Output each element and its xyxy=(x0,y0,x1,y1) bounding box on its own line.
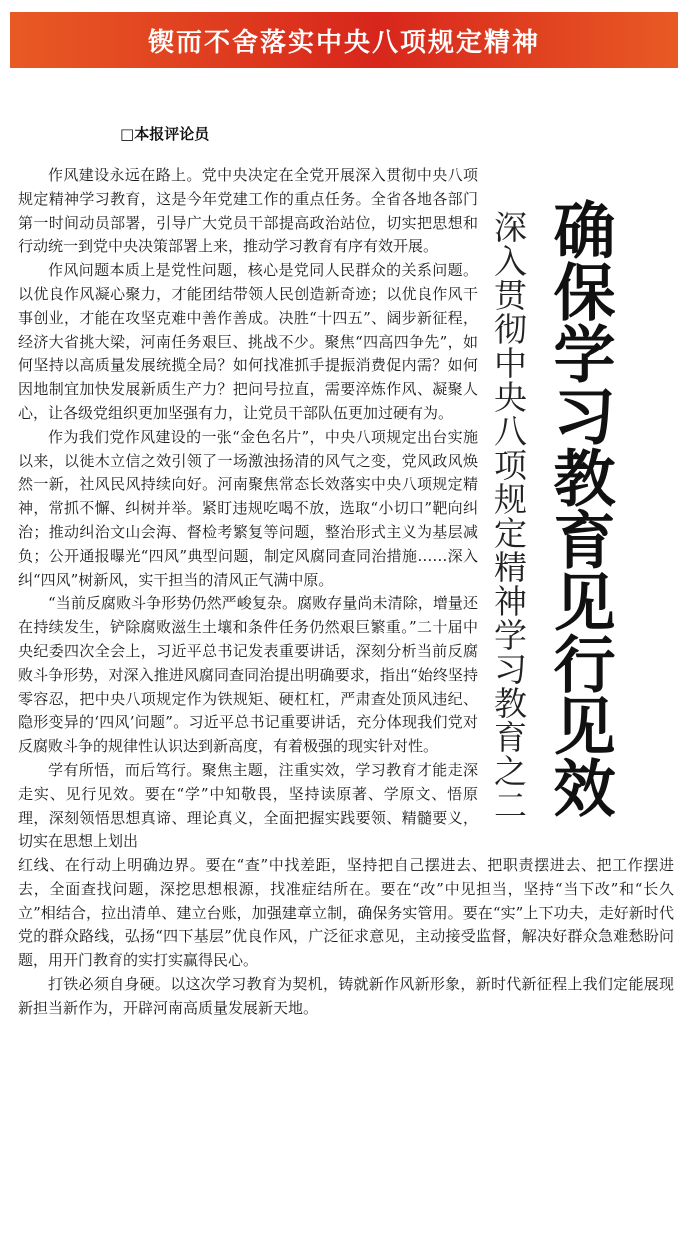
column-banner xyxy=(10,12,678,68)
byline xyxy=(120,123,209,144)
article-paragraph-5-continued: 红线、在行动上明确边界。要在“查”中找差距，坚持把自己摆进去、把职责摆进去、把工作摆进去，全面查找问题，深挖思想根源，找准症结所在。要在“改”中见担当，坚持“当下改”和“长久立”相结合，拉出清单、建立台账，加强建章立制，确保务实管用。要在“实”上下功夫，走好新时代党的群众路线，弘扬“四下基层”优良作风，广泛征求意见，主动接受监督，解决好群众急难愁盼问题，用开门教育的实打实赢得民心。 xyxy=(18,856,674,970)
article-paragraph-4: “当前反腐败斗争形势仍然严峻复杂。腐败存量尚未清除，增量还在持续发生，铲除腐败滋生土壤和条件任务仍然艰巨繁重。”二十届中央纪委四次全会上，习近平总书记发表重要讲话，深刻分析当前反腐败斗争形势，对深入推进风腐同查同治提出明确要求，指出“始终坚持零容忍，把中央八项规定作为铁规矩、硬杠杠，严肃查处顶风违纪、隐形变异的‘四风’问题”。习近平总书记重要讲话，充分体现我们党对反腐败斗争的规律性认识达到新高度，有着极强的现实针对性。 xyxy=(18,594,478,756)
headline-subtitle: 深入贯彻中央八项规定精神学习教育之二 xyxy=(489,210,528,822)
byline-mark: □ xyxy=(120,125,135,143)
article-paragraph-5: 学有所悟，而后笃行。聚焦主题，注重实效，学习教育才能走深走实、见行见效。要在“学”中知敬畏，坚持读原著、学原文、悟原理，深刻领悟思想真谛、理论真义，全面把握实践要领、精髓要义，切实在思想上划出 xyxy=(18,760,478,851)
article-column-full xyxy=(18,854,674,1021)
article-paragraph-3: 作为我们党作风建设的一张“金色名片”，中央八项规定出台实施以来，以徙木立信之效引领了一场激浊扬清的风气之变，党风政风焕然一新，社风民风持续向好。河南聚焦常态长效落实中央八项规定精神，常抓不懈、纠树并举。紧盯违规吃喝不放，选取“小切口”靶向纠治；推动纠治文山会海、督检考繁复等问题，整治形式主义为基层减负；公开通报曝光“四风”典型问题，制定风腐同查同治措施……深入纠“四风”树新风，实干担当的清风正气满中原。 xyxy=(18,427,478,589)
headline-title: 确保学习教育见行见效 xyxy=(543,198,616,818)
article-paragraph-1: 作风建设永远在路上。党中央决定在全党开展深入贯彻中央八项规定精神学习教育，这是今年党建工作的重点任务。全省各地各部门第一时间动员部署，引导广大党员干部提高政治站位，切实把思想和行动统一到党中央决策部署上来，推动学习教育有序有效开展。 xyxy=(18,166,478,256)
article-column-left xyxy=(18,164,478,854)
banner-title: 锲而不舍落实中央八项规定精神 xyxy=(147,27,540,58)
article-paragraph-6: 打铁必须自身硬。以这次学习教育为契机，铸就新作风新形象，新时代新征程上我们定能展现新担当新作为，开辟河南高质量发展新天地。 xyxy=(18,974,674,1017)
byline-author: 本报评论员 xyxy=(134,125,210,143)
article-paragraph-2: 作风问题本质上是党性问题，核心是党同人民群众的关系问题。以优良作风凝心聚力，才能团结带领人民创造新奇迹；以优良作风干事创业，才能在攻坚克难中善作善成。决胜“十四五”、阔步新征程，经济大省挑大梁，河南任务艰巨、挑战不少。聚焦“四高四争先”，如何坚持以高质量发展统揽全局？如何找准抓手提振消费促内需？如何因地制宜加快发展新质生产力？把问号拉直，需要淬炼作风、凝聚人心，让各级党组织更加坚强有力，让党员干部队伍更加过硬有为。 xyxy=(18,261,478,422)
